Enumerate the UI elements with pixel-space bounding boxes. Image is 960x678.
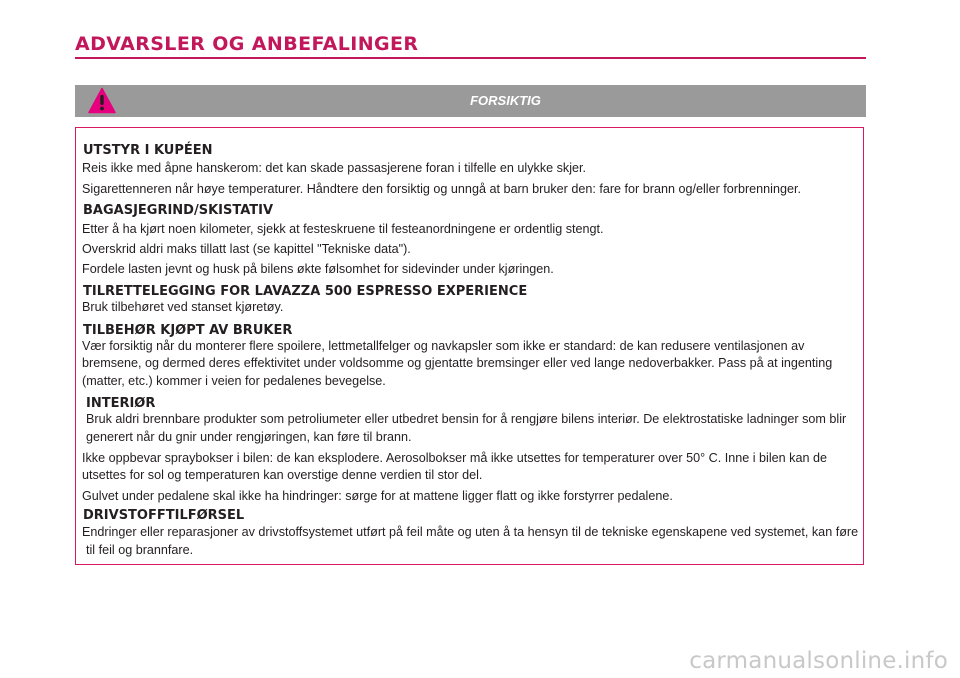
section-heading-utstyr: UTSTYR I KUPÉEN	[83, 143, 213, 158]
section-text: Bruk aldri brennbare produkter som petroliumeter eller utbedret bensin for å rengjøre bilens interiør. De elektrostatiske ladninger som blir	[86, 412, 847, 426]
section-text: Gulvet under pedalene skal ikke ha hindringer: sørge for at mattene ligger flatt og ikke forstyrrer pedalene.	[82, 489, 673, 503]
section-text: Ikke oppbevar spraybokser i bilen: de kan eksplodere. Aerosolbokser må ikke utsettes for temperaturer over 50° C. Inne i bilen kan de	[82, 451, 827, 465]
section-text: utsettes for sol og temperaturen kan overstige denne verdien til stor del.	[82, 468, 483, 482]
warning-label: FORSIKTIG	[470, 93, 541, 108]
watermark: carmanualsonline.info	[689, 648, 948, 674]
section-text: Fordele lasten jevnt og husk på bilens økte følsomhet for sidevinder under kjøringen.	[82, 262, 554, 276]
section-text: Vær forsiktig når du monterer flere spoilere, lettmetallfelger og navkapsler som ikke er standard: de kan redusere ventilasjonen av	[82, 339, 805, 353]
section-heading-tilbehor: TILBEHØR KJØPT AV BRUKER	[83, 323, 293, 338]
section-text: Etter å ha kjørt noen kilometer, sjekk at festeskruene til festeanordningene er ordentlig stengt.	[82, 222, 604, 236]
section-text: Sigarettenneren når høye temperaturer. Håndtere den forsiktig og unngå at barn bruker den: fare for brann og/eller forbrenninger.	[82, 182, 801, 196]
section-text: (matter, etc.) kommer i veien for pedalenes bevegelse.	[82, 374, 386, 388]
section-text: Endringer eller reparasjoner av drivstoffsystemet utført på feil måte og uten å ta hensyn til de tekniske egenskapene ved systemet, kan føre	[82, 525, 859, 539]
section-text: Overskrid aldri maks tillatt last (se kapittel "Tekniske data").	[82, 242, 411, 256]
section-text: Reis ikke med åpne hanskerom: det kan skade passasjerene foran i tilfelle en ulykke skjer.	[82, 161, 587, 175]
section-text: generert når du gnir under rengjøringen, kan føre til brann.	[86, 430, 412, 444]
section-text: til feil og brannfare.	[86, 543, 194, 557]
section-heading-interior: INTERIØR	[86, 396, 156, 411]
page-title: ADVARSLER OG ANBEFALINGER	[75, 33, 419, 55]
section-text: bremsene, og dermed deres effektivitet under voldsomme og gjentatte bremsinger eller ved lange nedoverbakker. Pass på at ingenting	[82, 356, 833, 370]
warning-header-bar	[75, 85, 866, 117]
section-text: Bruk tilbehøret ved stanset kjøretøy.	[82, 300, 284, 314]
title-divider	[75, 57, 866, 59]
section-heading-tilrettelegging: TILRETTELEGGING FOR LAVAZZA 500 ESPRESSO EXPERIENCE	[83, 284, 528, 299]
section-heading-drivstoff: DRIVSTOFFTILFØRSEL	[83, 508, 245, 523]
section-heading-bagasjegrind: BAGASJEGRIND/SKISTATIV	[83, 203, 274, 218]
